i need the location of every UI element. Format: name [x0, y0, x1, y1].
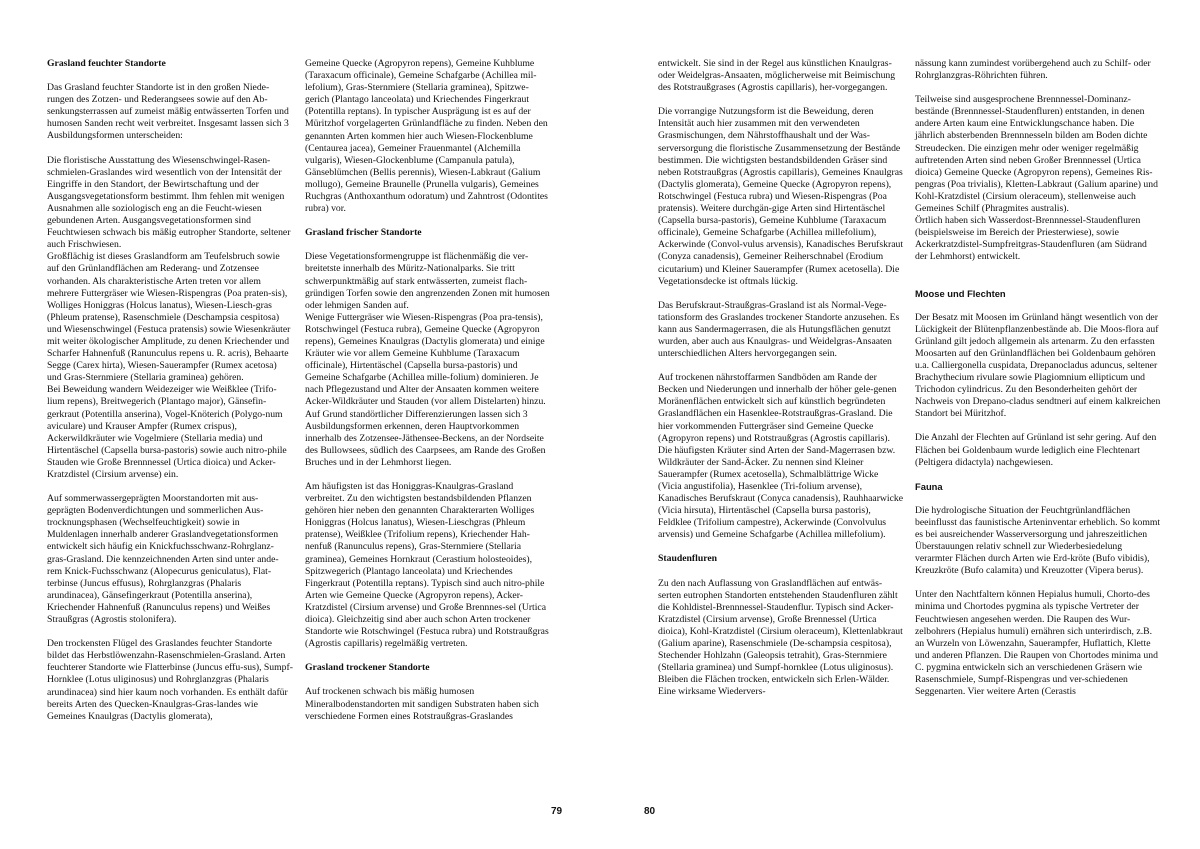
heading-staudenfluren: Staudenfluren	[658, 553, 718, 565]
paragraph: Auf trockenen nährstoffarmen Sandböden am Rande der Becken und Niederungen und innerhalb der höher gele-genen Moränenflächen entwickelt sich auf künstlich begründeten Graslandflächen ein Hasenklee-Rotstraußgras-Grasland. Die hier vorkommenden Futtergräser sind Gemeine Quecke (Agropyron repens) und Rotstraußgras (Agrostis capillaris). Die häufigsten Kräuter sind Arten der Sand-Magerrasen bzw. Wildkräuter der Sand-Äcker. Zu nennen sind Kleiner Sauerampfer (Rumex acetosella), Schmalblättrige Wicke (Vicia angustifolia), Hasenklee (Tri-folium arvense), Kanadisches Berufskraut (Conyca canadensis), Rauhhaarwicke (Vicia hirsuta), Hirtentäschel (Capsella bursa pastoris), Feldklee (Trifolium campestre), Ackerwinde (Convolvulus arvensis) und Gemeine Schafgarbe (Achillea millefolium).	[658, 372, 904, 541]
paragraph: nässung kann zumindest vorübergehend auch zu Schilf- oder Rohrglanzgras-Röhrichten führen.	[915, 58, 1151, 82]
paragraph: Gemeine Quecke (Agropyron repens), Gemeine Kuhblume (Taraxacum officinale), Gemeine Schafgarbe (Achillea mil-lefolium), Gras-Sternmiere (Stellaria graminea), Spitzwe-gerich (Plantago lanceolata) und Kriechendes Fingerkraut (Potentilla reptans). In typischer Ausprägung ist es auf der Müritzhof vorgelagerten Grünlandfläche zu finden. Neben den genannten Arten kommen hier auch Wiesen-Flockenblume (Centaurea jacea), Gemeiner Frauenmantel (Alchemilla vulgaris), Wiesen-Glockenblume (Campanula patula), Gänseblümchen (Bellis perennis), Wiesen-Labkraut (Galium mollugo), Gemeine Braunelle (Prunella vulgaris), Gemeines Ruchgras (Anthoxanthum odoratum) und Zahntrost (Odontites rubra) vor.	[305, 58, 548, 215]
paragraph: Auf trockenen schwach bis mäßig humosen Mineralbodenstandorten mit sandigen Substraten haben sich verschiedene Formen eines Rotstraußgras-Graslandes	[305, 686, 539, 722]
paragraph: Diese Vegetationsformengruppe ist flächenmäßig die ver-breitetste innerhalb des Müritz-Nationalparks. Sie tritt schwerpunktmäßig auf stark entwässerten, zumeist flach-gründigen Torfen sowie den angrenzenden Zonen mit humosen oder lehmigen Sanden auf.	[305, 251, 550, 311]
heading-grasland-frischer: Grasland frischer Standorte	[305, 227, 422, 239]
paragraph: Auf sommerwassergeprägten Moorstandorten mit aus-geprägten Bodenverdichtungen und sommerlichen Aus-trocknungsphasen (Wechselfeuchtigkeit) sowie in Muldenlagen innerhalb anderer Graslandvegetationsformen entwickelt sich häufig ein Knickfuchsschwanz-Rohrglanz-gras-Grasland. Die kennzeichnenden Arten sind unter ande-rem Knick-Fuchsschwanz (Alopecurus geniculatus), Flat-terbinse (Juncus effusus), Rohrglanzgras (Phalaris arundinacea), Gänsefingerkraut (Potentilla anserina), Kriechender Hahnenfuß (Ranunculus repens) und Weißes Straußgras (Agrostis stolonifera).	[47, 493, 279, 626]
paragraph: Die Anzahl der Flechten auf Grünland ist sehr gering. Auf den Flächen bei Goldenbaum wurde lediglich eine Flechtenart (Peltigera didactyla) nachgewiesen.	[915, 432, 1157, 468]
heading-grasland-feuchter: Grasland feuchter Standorte	[47, 58, 166, 69]
paragraph: Großflächig ist dieses Graslandform am Teufelsbruch sowie auf den Grünlandflächen am Rederang- und Zotzensee vorhanden. Als charakteristische Arten treten vor allem mehrere Futtergräser wie Wiesen-Rispengras (Poa praten-sis), Wolliges Honiggras (Holcus lanatus), Wiesen-Liesch-gras (Phleum pratense), Rasenschmiele (Deschampsia cespitosa) und Wiesenschwingel (Festuca pratensis) sowie Wiesenkräuter mit weiter ökologischer Amplitude, zu denen Kriechender und Scharfer Hahnenfuß (Ranunculus repens u. R. acris), Behaarte Segge (Carex hirta), Wiesen-Sauerampfer (Rumex acetosa) und Gras-Sternmiere (Stellaria graminea) gehören.	[47, 251, 291, 384]
page-number-left: 79	[551, 806, 563, 817]
paragraph: Wenige Futtergräser wie Wiesen-Rispengras (Poa pra-tensis), Rotschwingel (Festuca rubra), Gemeine Quecke (Agropyron repens), Gemeines Knaulgras (Dactylis glomerata) und einige Kräuter wie vor allem Gemeine Kuhblume (Taraxacum officinale), Hirtentäschel (Capsella bursa-pastoris) und Gemeine Schafgarbe (Achillea mille-folium) dominieren. Je nach Pflegezustand und Alter der Ansaaten kommen weitere Acker-Wildkräuter und Stauden (vor allem Distelarten) hinzu. Auf Grund standörtlicher Differenzierungen lassen sich 3 Ausbildungsformen erkennen, deren Hauptvorkommen innerhalb des Zotzensee-Jäthensee-Beckens, an der Nordseite des Bullowsees, südlich des Caarpsees, am Rande des Großen Bruches und in der Lehmhorst liegen.	[305, 311, 546, 468]
right-page-column-2	[915, 58, 1161, 698]
left-page-column-2	[305, 58, 551, 723]
right-page-column-1	[658, 58, 904, 699]
paragraph: Den trockensten Flügel des Graslandes feuchter Standorte bildet das Herbstlöwenzahn-Rasenschmielen-Grasland. Arten feuchterer Standorte wie Flatterbinse (Juncus effu-sus), Sumpf-Hornklee (Lotus uliginosus) und Rohrglanzgras (Phalaris arundinacea) sind hier kaum noch vorhanden. Es enthält dafür bereits Arten des Quecken-Knaulgras-Gras-landes wie Gemeines Knaulgras (Dactylis glomerata),	[47, 638, 293, 722]
paragraph: Der Besatz mit Moosen im Grünland hängt wesentlich von der Lückigkeit der Blütenpflanzenbestände ab. Die Moos-flora auf Grünland gilt jedoch allgemein als artenarm. Zu den erfassten Moosarten auf den Grünlandflächen bei Goldenbaum gehören u.a. Calliergonella cuspidata, Drepanocladus aduncus, seltener Brachythecium rivulare sowie Plagiomnium ellipticum und Trichodon cylindricus. Zu den Besonderheiten gehört der Nachweis von Drepano-cladus sendtneri auf einem kalkreichen Standort bei Müritzhof.	[915, 311, 1161, 420]
paragraph: Örtlich haben sich Wasserdost-Brennnessel-Staudenfluren (beispielsweise im Bereich der Priesterwiese), sowie Ackerkratzdistel-Sumpfreitgras-Staudenfluren (am Südrand der Lehmhorst) entwickelt.	[915, 215, 1147, 263]
heading-grasland-trockener: Grasland trockener Standorte	[305, 662, 430, 674]
paragraph: Zu den nach Auflassung von Graslandflächen auf entwäs-serten eutrophen Standorten entstehenden Staudenfluren zählt die Kohldistel-Brennnessel-Staudenflur. Typisch sind Acker-Kratzdistel (Cirsium arvense), Große Brennessel (Urtica dioica), Kohl-Kratzdistel (Cirsium oleraceum), Klettenlabkraut (Galium aparine), Rasenschmiele (De-schampsia cespitosa), Stechender Hohlzahn (Galeopsis tetrahit), Gras-Sternmiere (Stellaria graminea) und Sumpf-hornklee (Lotus uliginosus). Bleiben die Flächen trocken, entwickeln sich Erlen-Wälder. Eine wirksame Wiedervers-	[658, 577, 903, 698]
paragraph: Die hydrologische Situation der Feuchtgrünlandflächen beeinflusst das faunistische Arteninventar erheblich. So kommt es bei ausreichender Wasserversorgung und jahreszeitlichen Überstauungen relativ schnell zur Wiederbesiedelung verarmter Flächen durch Arten wie Erd-kröte (Bufo vibidis), Kreuzkröte (Bufo calamita) und Kreuzotter (Vipera berus).	[915, 504, 1161, 577]
paragraph: Am häufigsten ist das Honiggras-Knaulgras-Grasland verbreitet. Zu den wichtigsten bestandsbildenden Pflanzen gehören hier neben den genannten Charakterarten Wolliges Honiggras (Holcus lanatus), Wiesen-Lieschgras (Phleum pratense), Weißklee (Trifolium repens), Kriechender Hah-nenfuß (Ranunculus repens), Gras-Sternmiere (Stellaria graminea), Gemeines Hornkraut (Cerastium holosteoides), Spitzwegerich (Plantago lanceolata) und Kriechendes Fingerkraut (Potentilla reptans). Typisch sind auch nitro-phile Arten wie Gemeine Quecke (Agropyron repens), Acker-Kratzdistel (Cirsium arvense) und Große Brennnes-sel (Urtica dioica). Gleichzeitig sind aber auch schon Arten trockener Standorte wie Rotschwingel (Festuca rubra) und Rotstraußgras (Agrostis capillaris) regelmäßig vertreten.	[305, 481, 549, 650]
page-number-right: 80	[644, 806, 656, 817]
left-page-column-1	[47, 58, 293, 723]
paragraph: Bei Beweidung wandern Weidezeiger wie Weißklee (Trifo-lium repens), Breitwegerich (Plantago major), Gänsefin-gerkraut (Potentilla anserina), Vogel-Knöterich (Polygo-num aviculare) und Krauser Ampfer (Rumex crispus), Ackerwildkräuter wie Vogelmiere (Stellaria media) und Hirtentäschel (Capsella bursa-pastoris) sowie auch nitro-phile Stauden wie Große Brennnessel (Urtica dioica) und Acker-Kratzdistel (Cirsium arvense) ein.	[47, 384, 287, 480]
heading-fauna: Fauna	[915, 480, 943, 492]
paragraph: Die vorrangige Nutzungsform ist die Beweidung, deren Intensität auch hier zusammen mit den verwendeten Grasmischungen, dem Nährstoffhaushalt und der Was-serversorgung die floristische Zusammensetzung der Bestände bestimmen. Die wichtigsten bestandsbildenden Gräser sind neben Rotstraußgras (Agrostis capillaris), Gemeines Knaulgras (Dactylis glomerata), Gemeine Quecke (Agropyron repens), Rotschwingel (Festuca rubra) und Wiesen-Rispengras (Poa pratensis). Weitere durchgän-gige Arten sind Hirtentäschel (Capsella bursa-pastoris), Gemeine Kuhblume (Taraxacum officinale), Gemeine Schafgarbe (Achillea millefolium), Ackerwinde (Convol-vulus arvensis), Kanadisches Berufskraut (Conyza canadensis), Gemeiner Reiherschnabel (Erodium cicutarium) und Kleiner Sauerampfer (Rumex acetosella). Die Vegetationsdecke ist oftmals lückig.	[658, 106, 904, 287]
paragraph: entwickelt. Sie sind in der Regel aus künstlichen Knaulgras- oder Weidelgras-Ansaaten, möglicherweise mit Beimischung des Rotstraußgrases (Agrostis capillaris), her-vorgegangen.	[658, 58, 896, 94]
paragraph: Teilweise sind ausgesprochene Brennnessel-Dominanz-bestände (Brennnessel-Staudenfluren) entstanden, in denen andere Arten kaum eine Entwicklungschance haben. Die jährlich absterbenden Brennnesseln bilden am Boden dichte Streudecken. Die einzigen mehr oder weniger regelmäßig auftretenden Arten sind neben Großer Brennnessel (Urtica dioica) Gemeine Quecke (Agropyron repens), Gemeines Ris-pengras (Poa trivialis), Kletten-Labkraut (Galium aparine) und Kohl-Kratzdistel (Cirsium oleraceum), stellenweise auch Gemeines Schilf (Phragmites australis).	[915, 94, 1158, 215]
paragraph: Das Berufskraut-Straußgras-Grasland ist als Normal-Vege-tationsform des Graslandes trockener Standorte anzusehen. Es kann aus Sandermagerrasen, die als Hutungsflächen genutzt wurden, aber auch aus Knaulgras- und Weidelgras-Ansaaten unterschiedlichen Alters hervorgegangen sein.	[658, 299, 900, 360]
heading-moose-und-flechten: Moose und Flechten	[915, 287, 1006, 299]
paragraph: Unter den Nachtfaltern können Hepialus humuli, Chorto-des minima und Chortodes pygmina als typische Vertreter der Feuchtwiesen angesehen werden. Die Raupen des Wur-zelbohrers (Hepialus humuli) ernähren sich unterirdisch, z.B. an Wurzeln von Löwenzahn, Sauerampfer, Huflattich, Klette und anderen Pflanzen. Die Raupen von Chortodes minima und C. pygmina entwickeln sich an verschiedenen Gräsern wie Rasenschmiele, Sumpf-Rispengras und ver-schiedenen Seggenarten. Vier weitere Arten (Cerastis	[915, 589, 1158, 698]
paragraph: Die floristische Ausstattung des Wiesenschwingel-Rasen-schmielen-Graslandes wird wesentlich von der Intensität der Eingriffe in den Standort, der Bewirtschaftung und der Ausgangsvegetationsform bestimmt. Ihm fehlen mit wenigen Ausnahmen alle soziologisch eng an die Feucht-wiesen gebundenen Arten. Ausgangsvegetationsformen sind Feuchtwiesen schwach bis mäßig eutropher Standorte, seltener auch Frischwiesen.	[47, 154, 291, 251]
paragraph: Das Grasland feuchter Standorte ist in den großen Niede-rungen des Zotzen- und Rederangsees sowie auf den Ab-senkungsterrassen auf zumeist mäßig entwässerten Torfen und humosen Sanden recht weit verbreitet. Insgesamt lassen sich 3 Ausbildungsformen unterscheiden:	[47, 82, 289, 142]
